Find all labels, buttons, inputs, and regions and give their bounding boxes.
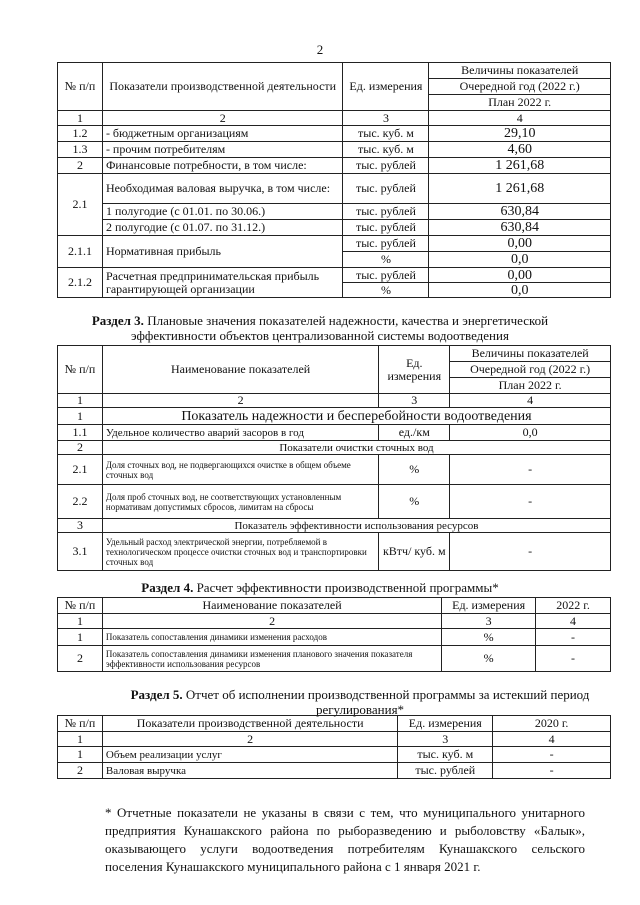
table-row — [58, 763, 611, 779]
header-name: Наименование показателей — [102, 346, 378, 394]
group-num: 1 — [58, 408, 103, 425]
row-value: 1 261,68 — [429, 158, 611, 174]
row-name: - прочим потребителям — [102, 142, 343, 158]
section-5-title: Отчет об исполнении производственной программы за истекший период регулирования* — [185, 687, 590, 717]
section-5-heading — [120, 687, 600, 717]
header-values: Величины показателей — [450, 346, 611, 362]
header-unit: Ед. измерения — [442, 598, 536, 614]
header-num: № п/п — [58, 716, 103, 732]
row-unit: тыс. куб. м — [343, 126, 429, 142]
header-unit: Ед. измерения — [343, 63, 429, 111]
table-row — [58, 126, 611, 142]
group-title: Показатель надежности и бесперебойности водоотведения — [102, 408, 610, 425]
section-4-heading — [0, 580, 640, 595]
row-value: - — [493, 763, 611, 779]
row-unit: кВтч/ куб. м — [379, 533, 450, 571]
row-unit: тыс. рублей — [343, 236, 429, 252]
row-value: 29,10 — [429, 126, 611, 142]
table-row — [58, 158, 611, 174]
index-cell: 2 — [102, 394, 378, 408]
row-value: - — [450, 485, 611, 519]
row-unit: тыс. рублей — [398, 763, 493, 779]
row-value: 630,84 — [429, 220, 611, 236]
row-unit: % — [442, 646, 536, 672]
group-num: 2 — [58, 441, 103, 455]
header-plan: План 2022 г. — [450, 378, 611, 394]
row-num: 2.1 — [58, 174, 103, 236]
row-unit: тыс. рублей — [343, 158, 429, 174]
group-num: 3 — [58, 519, 103, 533]
table-row — [58, 425, 611, 441]
table-row — [58, 455, 611, 485]
table-row — [58, 629, 611, 646]
row-num: 2.1.1 — [58, 236, 103, 268]
execution-report-table — [57, 715, 611, 779]
index-cell: 4 — [450, 394, 611, 408]
section-4-label: Раздел 4. — [141, 580, 194, 595]
row-unit: тыс. рублей — [343, 174, 429, 204]
index-cell: 3 — [379, 394, 450, 408]
row-unit: тыс. рублей — [343, 268, 429, 283]
index-cell: 3 — [343, 111, 429, 126]
row-unit: тыс. куб. м — [343, 142, 429, 158]
section-3-label: Раздел 3. — [91, 313, 144, 328]
header-name: Наименование показателей — [102, 598, 441, 614]
index-cell: 1 — [58, 732, 103, 747]
row-num: 2.1.2 — [58, 268, 103, 298]
row-name: Доля проб сточных вод, не соответствующих установленным нормативам допустимых сбросов, лимитам на сбросы — [102, 485, 378, 519]
group-row — [58, 441, 611, 455]
header-name: Показатели производственной деятельности — [102, 716, 397, 732]
row-name: 2 полугодие (с 01.07. по 31.12.) — [102, 220, 343, 236]
header-num: № п/п — [58, 63, 103, 111]
row-value: - — [536, 646, 611, 672]
index-cell: 2 — [102, 111, 343, 126]
row-value: 0,0 — [450, 425, 611, 441]
row-unit: % — [442, 629, 536, 646]
row-value: - — [536, 629, 611, 646]
index-cell: 3 — [442, 614, 536, 629]
row-name: Удельный расход электрической энергии, потребляемой в технологическом процессе очистки сточных вод и транспортировки сточных вод — [102, 533, 378, 571]
row-value: - — [450, 533, 611, 571]
row-num: 1.3 — [58, 142, 103, 158]
index-cell: 4 — [429, 111, 611, 126]
row-value: 0,0 — [429, 252, 611, 268]
row-unit: % — [379, 455, 450, 485]
table-row — [58, 236, 611, 252]
row-unit: ед./км — [379, 425, 450, 441]
section-3-title: Плановые значения показателей надежности, качества и энергетической эффективности объектов централизованной системы водоотведения — [131, 313, 549, 343]
header-num: № п/п — [58, 346, 103, 394]
row-num: 1.2 — [58, 126, 103, 142]
section-4-title: Расчет эффективности производственной программы* — [196, 580, 499, 595]
row-value: 630,84 — [429, 204, 611, 220]
row-name: - бюджетным организациям — [102, 126, 343, 142]
table-row — [58, 533, 611, 571]
group-title: Показатели очистки сточных вод — [102, 441, 610, 455]
table-row — [58, 174, 611, 204]
reliability-indicators-table — [57, 345, 611, 571]
section-3-heading — [0, 313, 640, 343]
row-unit: % — [379, 485, 450, 519]
row-num: 1 — [58, 629, 103, 646]
row-unit: тыс. рублей — [343, 220, 429, 236]
row-num: 3.1 — [58, 533, 103, 571]
table-row — [58, 646, 611, 672]
row-name: Нормативная прибыль — [102, 236, 343, 268]
section-5-label: Раздел 5. — [130, 687, 183, 702]
group-row — [58, 408, 611, 425]
table-row — [58, 747, 611, 763]
row-unit: % — [343, 283, 429, 298]
header-name: Показатели производственной деятельности — [102, 63, 343, 111]
row-value: 4,60 — [429, 142, 611, 158]
row-value: - — [450, 455, 611, 485]
group-row — [58, 519, 611, 533]
index-cell: 3 — [398, 732, 493, 747]
table-row — [58, 220, 611, 236]
table-row — [58, 485, 611, 519]
row-num: 1 — [58, 747, 103, 763]
row-value: - — [493, 747, 611, 763]
header-plan: План 2022 г. — [429, 95, 611, 111]
index-cell: 4 — [493, 732, 611, 747]
row-num: 2.1 — [58, 455, 103, 485]
row-value: 0,00 — [429, 236, 611, 252]
index-cell: 2 — [102, 732, 397, 747]
row-unit: % — [343, 252, 429, 268]
header-year: Очередной год (2022 г.) — [429, 79, 611, 95]
row-unit: тыс. рублей — [343, 204, 429, 220]
row-num: 2 — [58, 763, 103, 779]
row-value: 1 261,68 — [429, 174, 611, 204]
header-year: Очередной год (2022 г.) — [450, 362, 611, 378]
index-cell: 1 — [58, 111, 103, 126]
group-title: Показатель эффективности использования ресурсов — [102, 519, 610, 533]
header-num: № п/п — [58, 598, 103, 614]
footnote: * Отчетные показатели не указаны в связи с тем, что муниципального унитарного предприятия Кунашакского района по рыборазведению и рыболовству «Балык», оказывающего услуги водоотведения потребителям Кунашакского сельского поселения Кунашакского муниципального района с 1 января 2021 г. — [105, 805, 585, 874]
index-cell: 4 — [536, 614, 611, 629]
row-name: Расчетная предпринимательская прибыль гарантирующей организации — [102, 268, 343, 298]
table-row — [58, 268, 611, 283]
row-name: Объем реализации услуг — [102, 747, 397, 763]
row-num: 2 — [58, 646, 103, 672]
page-number: 2 — [316, 42, 324, 57]
row-name: Показатель сопоставления динамики изменения планового значения показателя эффективности использования ресурсов — [102, 646, 441, 672]
row-name: Необходимая валовая выручка, в том числе: — [102, 174, 343, 204]
index-cell: 2 — [102, 614, 441, 629]
row-name: Финансовые потребности, в том числе: — [102, 158, 343, 174]
row-num: 1.1 — [58, 425, 103, 441]
row-name: Валовая выручка — [102, 763, 397, 779]
header-year: 2022 г. — [536, 598, 611, 614]
header-unit: Ед. измерения — [398, 716, 493, 732]
row-num: 2.2 — [58, 485, 103, 519]
row-name: 1 полугодие (с 01.01. по 30.06.) — [102, 204, 343, 220]
header-year: 2020 г. — [493, 716, 611, 732]
header-unit: Ед. измерения — [379, 346, 450, 394]
index-cell: 1 — [58, 394, 103, 408]
row-name: Показатель сопоставления динамики изменения расходов — [102, 629, 441, 646]
row-name: Удельное количество аварий засоров в год — [102, 425, 378, 441]
header-values: Величины показателей — [429, 63, 611, 79]
table-row — [58, 142, 611, 158]
row-num: 2 — [58, 158, 103, 174]
row-unit: тыс. куб. м — [398, 747, 493, 763]
efficiency-table — [57, 597, 611, 672]
production-indicators-table — [57, 62, 611, 298]
table-row — [58, 204, 611, 220]
row-value: 0,00 — [429, 268, 611, 283]
row-name: Доля сточных вод, не подвергающихся очистке в общем объеме сточных вод — [102, 455, 378, 485]
index-cell: 1 — [58, 614, 103, 629]
row-value: 0,0 — [429, 283, 611, 298]
